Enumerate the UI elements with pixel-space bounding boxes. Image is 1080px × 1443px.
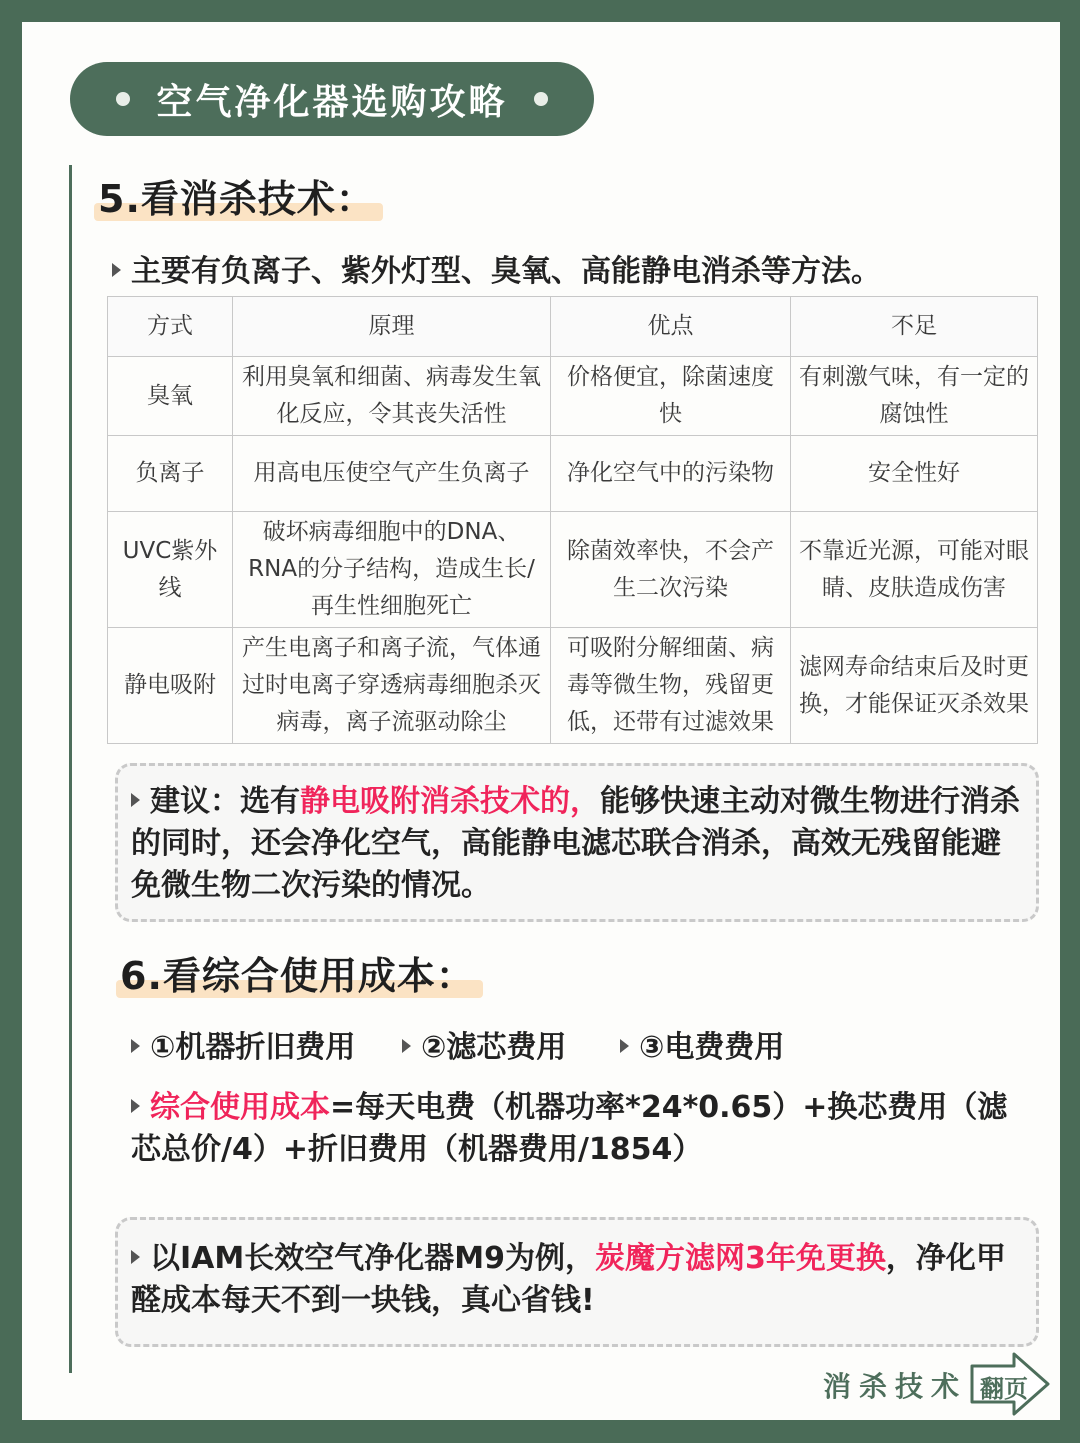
table-cell: 破坏病毒细胞中的DNA、RNA的分子结构，造成生长/再生性细胞死亡 <box>233 512 551 628</box>
section6-title: 6.看综合使用成本： <box>120 945 475 1000</box>
triangle-bullet-icon <box>620 1039 629 1053</box>
table-cell: 臭氧 <box>108 357 233 436</box>
triangle-bullet-icon <box>131 1039 140 1053</box>
cost-item: ③电费费用 <box>620 1022 784 1066</box>
table-row <box>108 436 1038 512</box>
table-cell: 净化空气中的污染物 <box>551 436 791 512</box>
table-cell: 负离子 <box>108 436 233 512</box>
table-header-cell: 优点 <box>551 297 791 357</box>
table-row <box>108 512 1038 628</box>
table-row <box>108 628 1038 744</box>
table-cell: 不靠近光源，可能对眼睛、皮肤造成伤害 <box>791 512 1038 628</box>
table-header-cell: 不足 <box>791 297 1038 357</box>
table-cell: 滤网寿命结束后及时更换，才能保证灭杀效果 <box>791 628 1038 744</box>
section5-intro: 主要有负离子、紫外灯型、臭氧、高能静电消杀等方法。 <box>112 246 881 290</box>
triangle-bullet-icon <box>131 1250 140 1264</box>
table-cell: 价格便宜，除菌速度快 <box>551 357 791 436</box>
example-text: 以IAM长效空气净化器M9为例，炭魔方滤网3年免更换，净化甲醛成本每天不到一块钱，真心省钱! <box>131 1241 1006 1318</box>
table-row <box>108 357 1038 436</box>
table-cell: 除菌效率快，不会产生二次污染 <box>551 512 791 628</box>
table-cell: 用高电压使空气产生负离子 <box>233 436 551 512</box>
table-cell: 产生电离子和离子流，气体通过时电离子穿透病毒细胞杀灭病毒，离子流驱动除尘 <box>233 628 551 744</box>
section5-title: 5.看消杀技术： <box>98 168 375 223</box>
table-cell: 可吸附分解细菌、病毒等微生物，残留更低，还带有过滤效果 <box>551 628 791 744</box>
methods-table <box>107 296 1038 744</box>
triangle-bullet-icon <box>131 1099 140 1113</box>
footer-topic-label: 消杀技术 <box>823 1370 968 1403</box>
cost-formula: 综合使用成本=每天电费（机器功率*24*0.65）+换芯费用（滤芯总价/4）+折旧费用（机器费用/1854） <box>131 1090 1008 1167</box>
dot-icon <box>116 92 130 106</box>
table-cell: 安全性好 <box>791 436 1038 512</box>
next-page-button[interactable]: 翻页 <box>980 1375 1028 1403</box>
header-pill <box>70 62 594 136</box>
cost-item: ①机器折旧费用 <box>131 1022 355 1066</box>
triangle-bullet-icon <box>131 793 140 807</box>
triangle-bullet-icon <box>402 1039 411 1053</box>
dot-icon <box>534 92 548 106</box>
cost-item: ②滤芯费用 <box>402 1022 566 1066</box>
table-cell: 静电吸附 <box>108 628 233 744</box>
left-accent-rule <box>69 165 72 1373</box>
triangle-bullet-icon <box>112 263 121 277</box>
table-header-cell: 方式 <box>108 297 233 357</box>
advice-text: 建议：选有静电吸附消杀技术的，能够快速主动对微生物进行消杀的同时，还会净化空气，高能静电滤芯联合消杀，高效无残留能避免微生物二次污染的情况。 <box>131 784 1020 903</box>
table-cell: UVC紫外线 <box>108 512 233 628</box>
table-header-cell: 原理 <box>233 297 551 357</box>
table-header-row <box>108 297 1038 357</box>
table-cell: 有刺激气味，有一定的腐蚀性 <box>791 357 1038 436</box>
page-title: 空气净化器选购攻略 <box>156 81 508 123</box>
table-cell: 利用臭氧和细菌、病毒发生氧化反应，令其丧失活性 <box>233 357 551 436</box>
